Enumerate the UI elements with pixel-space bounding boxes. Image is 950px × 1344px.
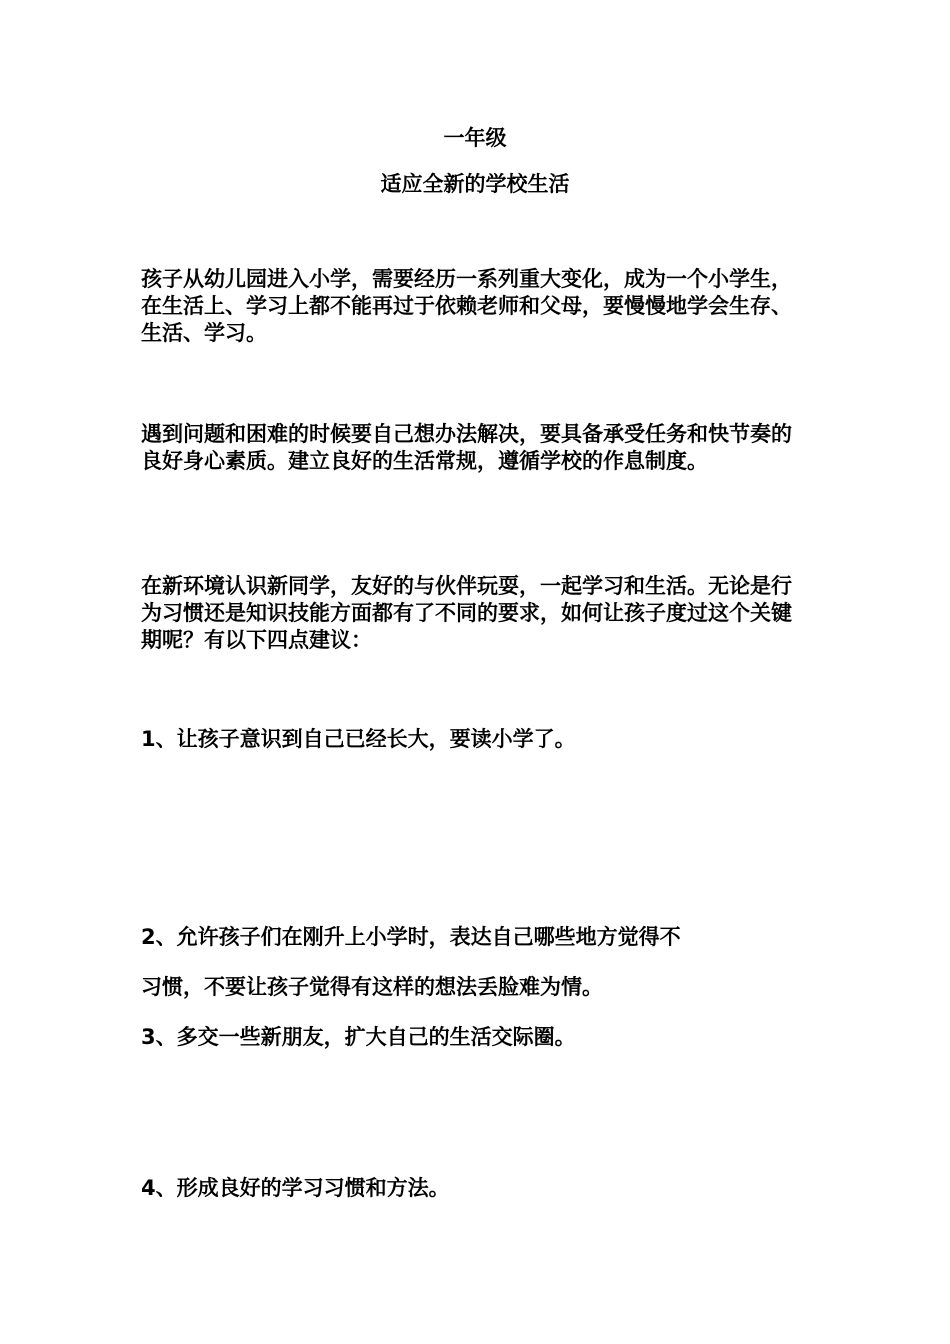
suggestion-3: 3、多交一些新朋友，扩大自己的生活交际圈。 <box>141 1025 576 1049</box>
suggestion-4: 4、形成良好的学习习惯和方法。 <box>141 1176 450 1200</box>
paragraph-3: 在新环境认识新同学，友好的与伙伴玩耍，一起学习和生活。无论是行为习惯还是知识技能方面都有了不同的要求，如何让孩子度过这个关键期呢？有以下四点建议： <box>141 574 792 652</box>
document-subheading: 适应全新的学校生活 <box>380 172 570 196</box>
paragraph-1: 孩子从幼儿园进入小学，需要经历一系列重大变化，成为一个小学生，在生活上、学习上都不能再过于依赖老师和父母，要慢慢地学会生存、生活、学习。 <box>141 267 792 345</box>
paragraph-2: 遇到问题和困难的时候要自己想办法解决，要具备承受任务和快节奏的良好身心素质。建立良好的生活常规，遵循学校的作息制度。 <box>141 422 792 473</box>
suggestion-2-line-2: 习惯，不要让孩子觉得有这样的想法丢脸难为情。 <box>141 975 603 999</box>
document-heading: 一年级 <box>443 126 507 150</box>
suggestion-2-line-1: 2、允许孩子们在刚升上小学时，表达自己哪些地方觉得不 <box>141 925 681 949</box>
suggestion-1: 1、让孩子意识到自己已经长大，要读小学了。 <box>141 727 576 751</box>
